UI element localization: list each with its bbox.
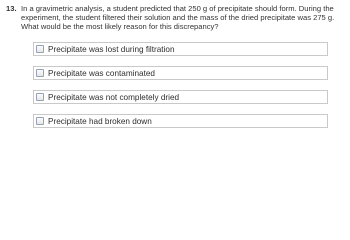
answer-option-label: Precipitate was contaminated	[48, 69, 155, 78]
answer-option-label: Precipitate had broken down	[48, 117, 152, 126]
checkbox-icon[interactable]	[36, 117, 44, 125]
answer-option-label: Precipitate was lost during filtration	[48, 45, 175, 54]
question-text: In a gravimetric analysis, a student predicted that 250 g of precipitate should form. During the experiment, the student filtered their solution and the mass of the dried precipitate was 275 g. What would be the most likely reason for this discrepancy?	[21, 4, 335, 31]
checkbox-icon[interactable]	[36, 45, 44, 53]
answer-option-1[interactable]	[33, 42, 328, 56]
answer-option-4[interactable]	[33, 114, 328, 128]
answer-option-label: Precipitate was not completely dried	[48, 93, 180, 102]
checkbox-icon[interactable]	[36, 93, 44, 101]
question-number: 13.	[6, 4, 17, 13]
answer-option-2[interactable]	[33, 66, 328, 80]
checkbox-icon[interactable]	[36, 69, 44, 77]
answer-option-3[interactable]	[33, 90, 328, 104]
